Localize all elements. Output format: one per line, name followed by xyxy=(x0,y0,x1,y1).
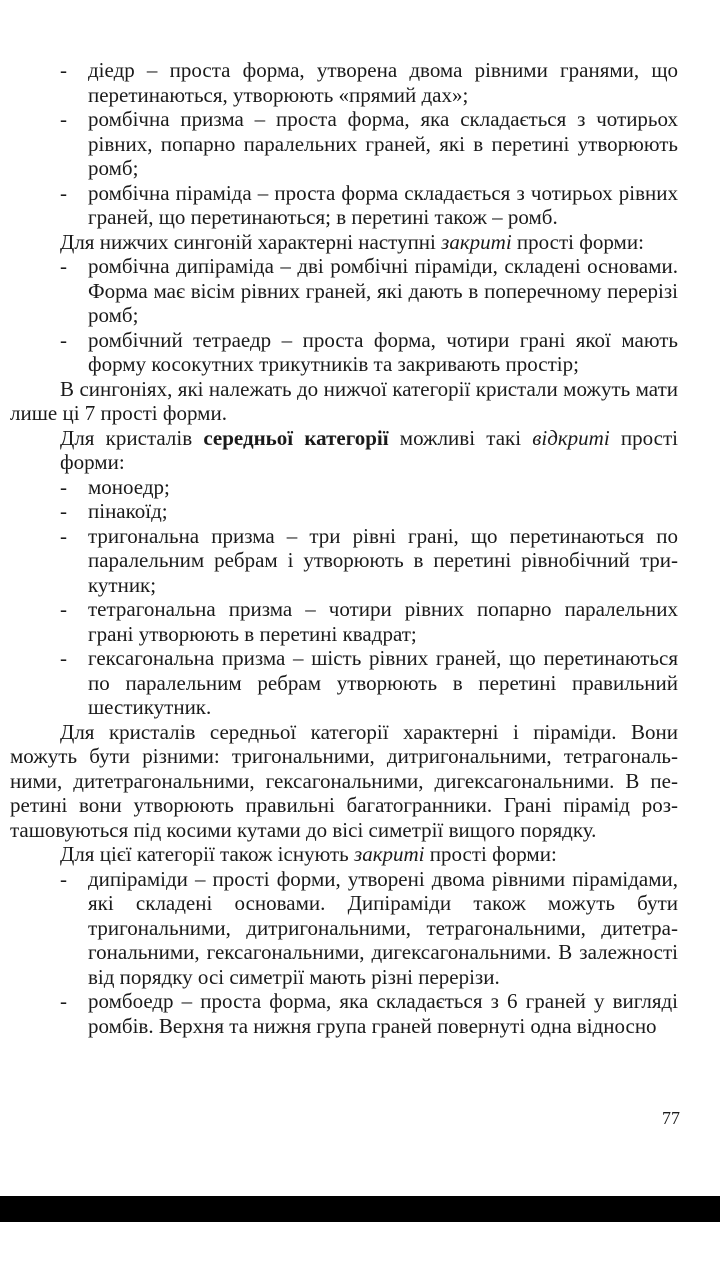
list-item-text: ромбічна піраміда – проста форма складається з чотирьох рівних граней, що перетинаються; в перетині також – ромб. xyxy=(88,180,678,229)
list-item-text: гексагональна призма – шість рівних граней, що перетинаються по паралельним ребрам утворюють в перетині правильний шестикутник. xyxy=(88,646,678,719)
list-item-text: ромбоедр – проста форма, яка складається з 6 граней у вигляді ромбів. Верхня та нижня група граней повернуті одна відносно xyxy=(88,989,678,1038)
list-dash: - xyxy=(60,474,67,499)
list-item xyxy=(60,866,678,990)
list-dash: - xyxy=(60,180,67,205)
bottom-blank-area xyxy=(0,1222,720,1280)
list-item xyxy=(60,327,678,377)
list-item-text: діедр – проста форма, утворена двома рівними гранями, що перетинаються, утворюють «прямий дах»; xyxy=(88,58,678,107)
list-dash: - xyxy=(60,107,67,131)
list-item xyxy=(60,499,678,524)
list-dash: - xyxy=(60,58,67,82)
list-item xyxy=(60,523,678,598)
list-item xyxy=(60,58,678,107)
list-item-text: ромбічний тетраедр – проста форма, чотири грані якої мають форму косокутних трикутників та закривають простір; xyxy=(88,327,678,376)
list-item-text: ромбічна призма – проста форма, яка складається з чотирьох рівних, попарно паралельних граней, які в перетині утворюють ромб; xyxy=(88,107,678,180)
document-page xyxy=(0,58,720,1038)
list-dash: - xyxy=(60,646,67,670)
lead-text: прості форми: xyxy=(511,229,644,254)
list-item xyxy=(60,254,678,328)
bottom-black-bar xyxy=(0,1196,720,1222)
lead-text: Для нижчих сингоній характерні наступні xyxy=(60,229,442,254)
list-item xyxy=(60,180,678,230)
list-item-text: тригональна призма – три рівні грані, що перетинаються по паралельним ребрам і утворюють в перетині рівнобічний трикутник; xyxy=(88,523,678,597)
lead-text: прості форми: xyxy=(60,425,678,474)
list-item xyxy=(60,989,678,1038)
list-item-text: тетрагональна призма – чотири рівних попарно паралельних грані утворюють в перетині квадрат; xyxy=(88,597,678,646)
list-item xyxy=(60,646,678,720)
list-dash: - xyxy=(60,254,67,278)
list-dash: - xyxy=(60,989,67,1013)
paragraph-lead xyxy=(60,426,678,475)
emphasis-text: відкриті xyxy=(532,425,610,450)
list-dash: - xyxy=(60,866,67,891)
list-item-text: ромбічна дипіраміда – дві ромбічні піраміди, складені основами. Форма має вісім рівних граней, які дають в поперечному перерізі ромб; xyxy=(88,254,678,327)
lead-text: Для цієї категорії також існують xyxy=(60,842,354,866)
emphasis-text: закриті xyxy=(441,229,512,254)
lead-text: можливі такі xyxy=(388,425,533,450)
lead-text: прості форми: xyxy=(424,842,557,866)
list-item xyxy=(60,474,678,500)
list-dash: - xyxy=(60,597,67,621)
list-item-text: моноедр; xyxy=(88,474,170,499)
list-item xyxy=(60,107,678,181)
paragraph: В сингоніях, які належать до нижчої категорії кристали можуть мати лише ці 7 прості форми. xyxy=(10,376,678,425)
list-item xyxy=(60,597,678,646)
list-dash: - xyxy=(60,499,67,523)
paragraph-lead xyxy=(60,842,678,867)
page-number: 77 xyxy=(662,1108,680,1128)
lead-text: Для кристалів xyxy=(60,425,204,450)
bold-term: середньої категорії xyxy=(203,425,389,450)
list-dash: - xyxy=(60,523,67,548)
list-dash: - xyxy=(60,327,67,352)
list-item-text: дипіраміди – прості форми, утворені двома рівними пірамідами, які складені основами. Дипіраміди також можуть бути тригональними, дитригональними, тетрагональними, дитетрагональними, гексагональними, дигексагональними. В залежності від порядку осі симетрії мають різні перерізи. xyxy=(88,866,678,989)
paragraph-lead xyxy=(60,230,678,255)
emphasis-text: закриті xyxy=(354,842,425,866)
list-item-text: пінакоїд; xyxy=(88,499,168,523)
paragraph: Для кристалів середньої категорії характерні і піраміди. Вони можуть бути різними: тригональними, дитригональними, тетрагональними, дитетрагональними, гексагональними, дигексагональними. В перетині вони утворюють правильні багатогранники. Грані пірамід розташовуються під косими кутами до вісі симетрії вищого порядку. xyxy=(10,719,678,842)
